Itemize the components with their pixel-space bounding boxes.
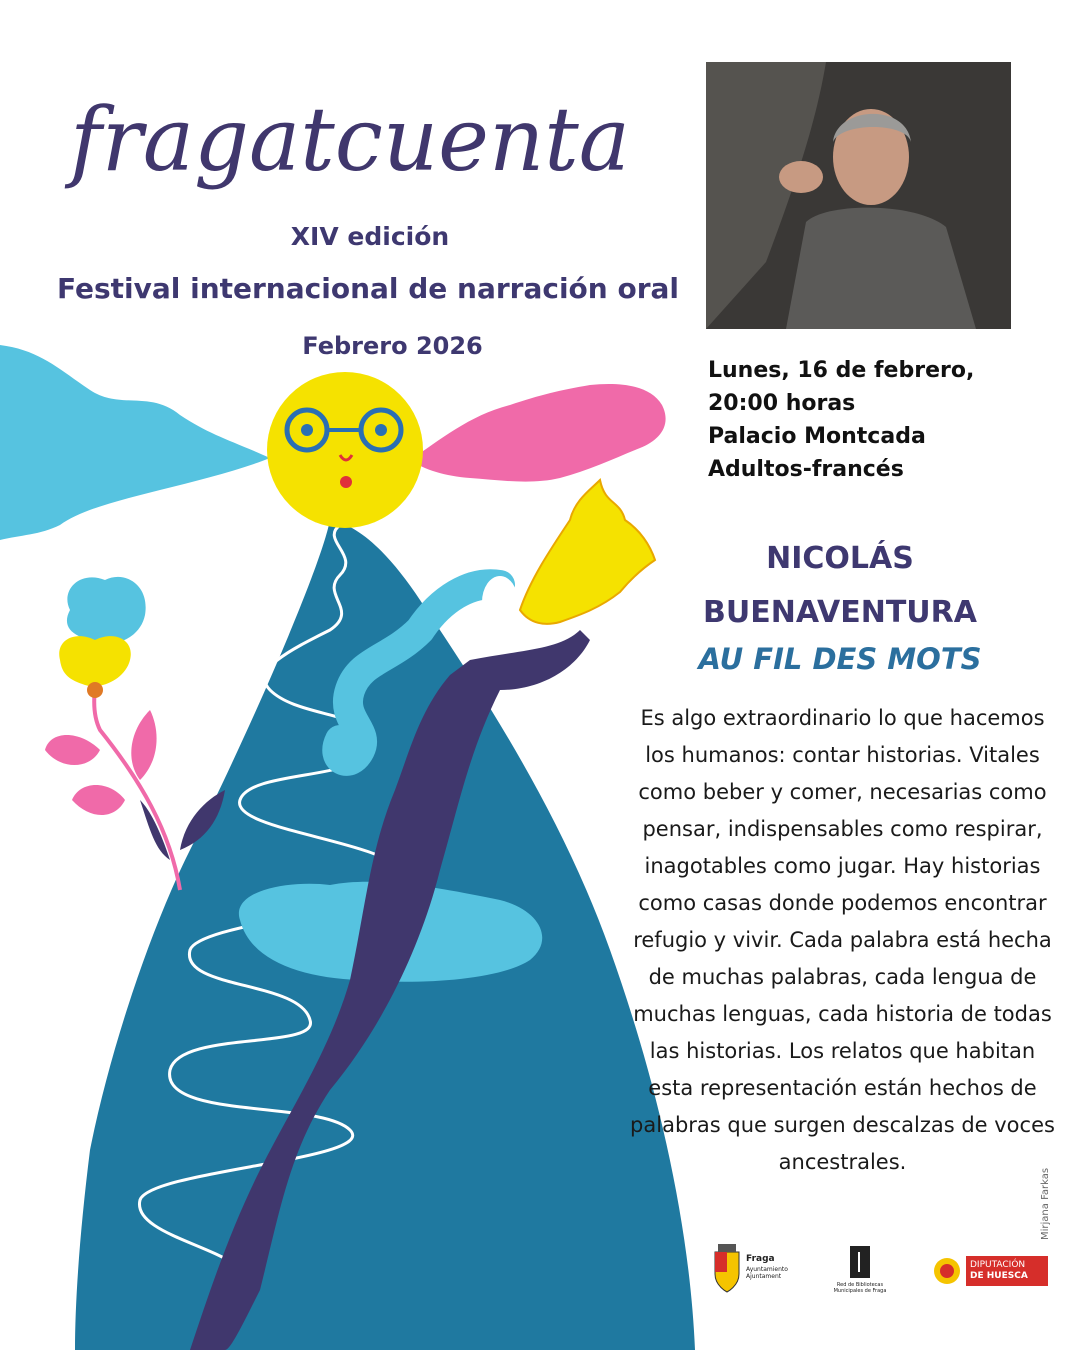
library-network-label: Red de Bibliotecas Municipales de Fraga xyxy=(833,1282,887,1294)
fraga-name: Fraga xyxy=(746,1254,775,1264)
woman-face xyxy=(482,576,518,628)
logo-text: fragatcuenta xyxy=(64,88,631,191)
fire-icon xyxy=(520,480,655,624)
diputacion-emblem-icon xyxy=(932,1256,964,1286)
event-details xyxy=(708,354,1038,486)
diputacion-line1: DIPUTACIÓN xyxy=(970,1260,1026,1270)
edition-label: XIV edición xyxy=(290,222,450,251)
event-date: Lunes, 16 de febrero, xyxy=(708,358,975,383)
show-title: AU FIL DES MOTS xyxy=(698,642,982,676)
event-venue: Palacio Montcada xyxy=(708,424,926,449)
event-audience: Adultos-francés xyxy=(708,457,904,482)
fraga-shield-icon xyxy=(712,1244,742,1294)
festival-illustration xyxy=(0,330,700,1350)
pink-wind xyxy=(410,384,666,482)
illustrator-credit xyxy=(1040,1160,1080,1240)
diputacion-line2: DE HUESCA xyxy=(970,1271,1028,1281)
event-time: 20:00 horas xyxy=(708,391,856,416)
blue-wind xyxy=(0,345,270,540)
artist-first-name: NICOLÁS xyxy=(766,541,914,576)
sponsor-fraga xyxy=(712,1244,802,1294)
show-description: Es algo extraordinario lo que hacemos los humanos: contar historias. Vitales como beber y comer, necesarias como pensar, indispensables como respirar, inagotables como jugar. Hay historias como casas donde podemos encontrar refugio y vivir. Cada palabra está hecha de muchas palabras, cada lengua de muchas lenguas, cada historia de todas las historias. Los relatos que habitan esta representación están hechos de palabras que surgen descalzas de voces ancestrales. xyxy=(630,706,1055,1174)
festival-logo xyxy=(62,58,642,248)
sun-face-icon xyxy=(267,372,423,528)
artist-name xyxy=(660,532,1020,640)
library-book-icon xyxy=(830,1244,890,1280)
festival-month: Febrero 2026 xyxy=(302,332,483,360)
performer-photo xyxy=(706,62,1011,329)
festival-subtitle: Festival internacional de narración oral xyxy=(56,272,680,305)
illustrator-credit-text: Mirjana Farkas xyxy=(1040,1167,1051,1240)
artist-last-name: BUENAVENTURA xyxy=(703,595,977,630)
sponsor-library-network xyxy=(830,1244,890,1296)
diputacion-label xyxy=(966,1256,1048,1286)
performer-portrait xyxy=(706,62,1011,329)
fraga-sub: Ayuntamiento Ajuntament xyxy=(746,1266,788,1280)
logo-wordmark xyxy=(62,58,642,248)
sponsor-diputacion xyxy=(932,1256,1048,1286)
